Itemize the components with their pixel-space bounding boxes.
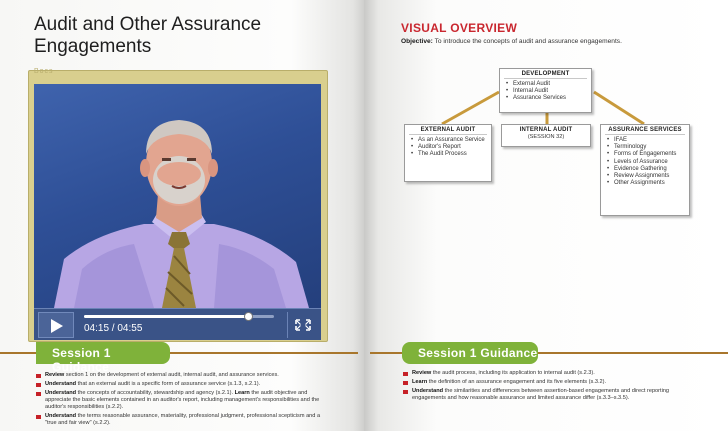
node-external-audit-title: EXTERNAL AUDIT <box>409 125 487 135</box>
guidance-text: section 1 on the development of external audit, internal audit, and assurance services. <box>64 372 279 378</box>
node-development-title: DEVELOPMENT <box>504 69 587 79</box>
node-assurance-services <box>600 124 690 216</box>
guidance-bullet <box>36 372 332 379</box>
node-assurance-services-title: ASSURANCE SERVICES <box>605 125 685 135</box>
guidance-list-left <box>36 372 332 429</box>
node-external-audit-item: • Auditor's Report <box>411 144 486 151</box>
frame-watermark-label: Bocs <box>34 68 54 75</box>
guidance-keyword: Understand <box>45 413 77 419</box>
node-internal-audit-title: INTERNAL AUDIT <box>519 127 573 133</box>
seek-bar-handle[interactable] <box>244 312 253 321</box>
guidance-keyword: Understand <box>45 390 77 396</box>
guidance-text: the audit objective and appreciate the basic elements contained in an auditor's report, including management's responsibilities and the auditor's responsibilities (s.2.2). <box>45 390 320 410</box>
guidance-list-right <box>403 370 703 404</box>
guidance-bullet <box>36 413 332 427</box>
guidance-keyword: Understand <box>412 388 444 394</box>
guidance-bullet <box>403 379 703 386</box>
node-development-item: • External Audit <box>506 81 586 88</box>
node-assurance-services-item: • Terminology <box>607 144 684 151</box>
guidance-keyword: Understand <box>45 381 77 387</box>
guidance-bullet <box>403 370 703 377</box>
time-display: 04:15 / 04:55 <box>84 323 143 334</box>
node-external-audit-item: • As an Assurance Service <box>411 137 486 144</box>
node-development-item: • Internal Audit <box>506 88 586 95</box>
node-assurance-services-item: • Review Assignments <box>607 173 684 180</box>
guidance-bullet <box>403 388 703 402</box>
guidance-text: the similarities and differences between assertion-based engagements and direct reporting engagements and how reasonable assurance and limited assurance differ (s.3.3–s.3.5). <box>412 388 670 401</box>
guidance-keyword: Learn <box>234 390 250 396</box>
guidance-text: that an external audit is a specific form of assurance service (s.1.3, s.2.1). <box>76 381 261 387</box>
node-internal-audit-session: (SESSION 32) <box>527 134 565 140</box>
seek-bar-progress <box>84 315 248 318</box>
node-assurance-services-item: • Evidence Gathering <box>607 166 684 173</box>
node-external-audit <box>404 124 492 182</box>
play-button[interactable] <box>38 312 74 338</box>
seek-bar[interactable] <box>84 315 274 318</box>
node-assurance-services-item: • IFAE <box>607 137 684 144</box>
objective-label: Objective: <box>401 38 433 45</box>
guidance-keyword: Review <box>412 370 432 376</box>
node-assurance-services-item: • Levels of Assurance <box>607 159 684 166</box>
node-assurance-services-item: • Other Assignments <box>607 180 684 187</box>
guidance-text: the terms reasonable assurance, materiality, professional judgment, professional scepticism and a "true and fair view" (s.2.2). <box>45 413 321 426</box>
guidance-bullet <box>36 390 332 411</box>
guidance-keyword: Learn <box>412 379 428 385</box>
node-internal-audit <box>501 124 591 147</box>
visual-overview-heading: VISUAL OVERVIEW <box>401 21 518 35</box>
node-development-item: • Assurance Services <box>506 95 586 102</box>
play-icon <box>50 318 64 334</box>
page-title: Audit and Other Assurance Engagements <box>34 14 262 57</box>
guidance-text: the audit process, including its application to internal audit (s.2.3). <box>431 370 595 376</box>
node-external-audit-item: • The Audit Process <box>411 151 486 158</box>
guidance-bullet <box>36 381 332 388</box>
video-screen[interactable] <box>34 84 321 308</box>
video-controls-bar <box>34 308 321 340</box>
presenter-video-frame <box>34 84 321 308</box>
guidance-text: the definition of an assurance engagement and its five elements (s.3.2). <box>427 379 607 385</box>
overview-diagram <box>396 60 696 220</box>
objective-line <box>401 38 622 45</box>
node-assurance-services-item: • Forms of Engagements <box>607 151 684 158</box>
guidance-keyword: Review <box>45 372 65 378</box>
node-development <box>499 68 592 113</box>
guidance-text: the concepts of accountability, stewardship and agency (s.2.1). <box>76 390 235 396</box>
objective-text: To introduce the concepts of audit and assurance engagements. <box>432 38 622 45</box>
session-guidance-tab-right: Session 1 Guidance <box>402 342 538 364</box>
fullscreen-button[interactable] <box>287 312 317 338</box>
session-guidance-tab-left: Session 1 Guidance <box>36 342 170 364</box>
fullscreen-icon <box>288 312 318 338</box>
